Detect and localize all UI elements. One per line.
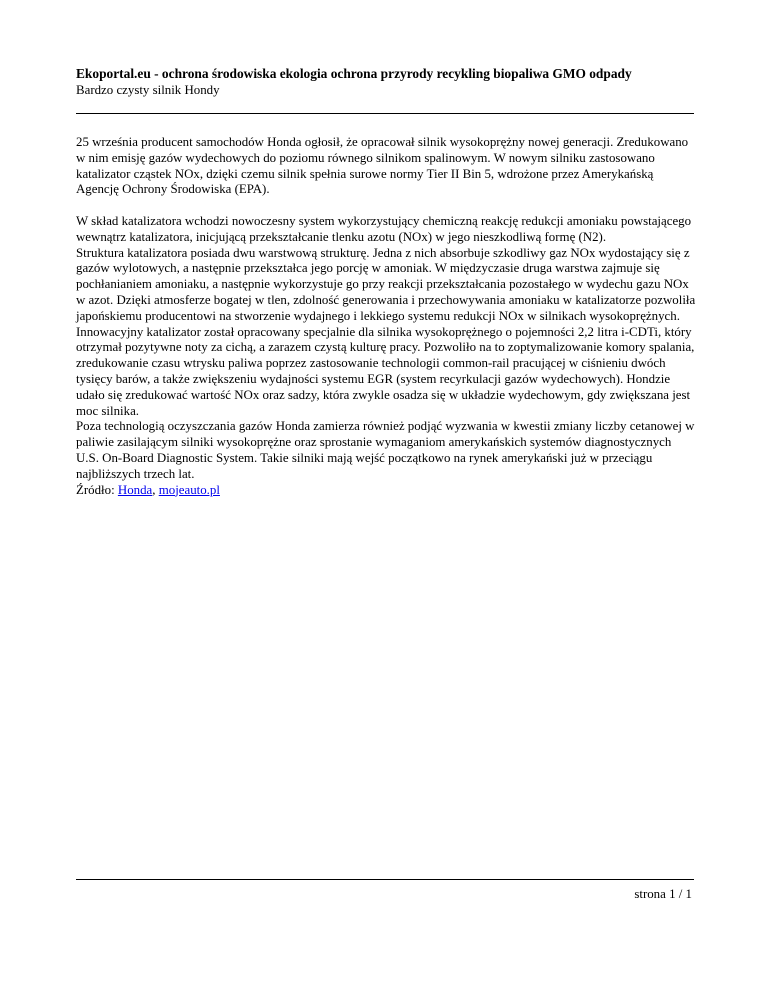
header-divider	[76, 113, 694, 114]
article-paragraph: W skład katalizatora wchodzi nowoczesny system wykorzystujący chemiczną reakcję redukcji amoniaku powstającego wewnątrz katalizatora, inicjującą przekształcanie tlenku azotu (NOx) w jego nieszkodliwą formę (N2).	[76, 213, 692, 244]
paragraph-spacer	[76, 198, 696, 214]
article-subtitle: Bardzo czysty silnik Hondy	[76, 83, 220, 97]
source-separator: ,	[152, 482, 159, 497]
page-number: strona 1 / 1	[634, 887, 692, 901]
source-link-honda[interactable]: Honda	[117, 482, 153, 497]
source-line	[76, 483, 696, 499]
article-paragraph: Poza technologią oczyszczania gazów Honda zamierza również podjąć wyzwania w kwestii zmiany liczby cetanowej w paliwie zasilającym silniki wysokoprężne oraz sprostanie wymaganiom amerykańskich systemów diagnostycznych U.S. On-Board Diagnostic System. Takie silniki mają wejść początkowo na rynek amerykański już w przeciągu najbliższych trzech lat.	[76, 419, 695, 481]
source-label: Źródło:	[76, 482, 118, 497]
page-header	[76, 66, 694, 98]
article-paragraph: 25 września producent samochodów Honda ogłosił, że opracował silnik wysokoprężny nowej generacji. Zredukowano w nim emisję gazów wydechowych do poziomu równego silnikom spalinowym. W nowym silniku zastosowano katalizator cząstek NOx, dzięki czemu silnik spełnia surowe normy Tier II Bin 5, wdrożone przez Amerykańską Agencję Ochrony Środowiska (EPA).	[76, 135, 689, 197]
source-link-mojeauto[interactable]: mojeauto.pl	[158, 482, 220, 497]
article-paragraph: Innowacyjny katalizator został opracowany specjalnie dla silnika wysokoprężnego o pojemności 2,2 litra i-CDTi, który otrzymał pozytywne noty za cichą, a zarazem czystą kulturę pracy. Pozwoliło na to zoptymalizowanie komory spalania, zredukowanie czasu wtrysku paliwa poprzez zastosowanie technologii common-rail pracującej w ciśnieniu dwóch tysięcy barów, a także zwiększeniu wydajności systemu EGR (system recyrkulacji gazów wydechowych). Hondzie udało się zredukować wartość NOx oraz sadzy, która zwykle osadza się w układzie wydechowym, gdy zwiększana jest moc silnika.	[76, 324, 695, 418]
footer-divider	[76, 879, 694, 880]
site-title: Ekoportal.eu - ochrona środowiska ekologia ochrona przyrody recykling biopaliwa GMO odpady	[76, 66, 632, 81]
article-paragraph: Struktura katalizatora posiada dwu warstwową strukturę. Jedna z nich absorbuje szkodliwy gaz NOx wydostający się z gazów wylotowych, a następnie przekształca jego porcję w amoniak. W międzyczasie druga warstwa zajmuje się pochłanianiem amoniaku, a następnie wykorzystuje go przy reakcji przekształcania pozostałego w wydechu gazu NOx w azot. Dzięki atmosferze bogatej w tlen, zdolność generowania i przechowywania amoniaku w katalizatorze pozwoliła japońskiemu producentowi na stworzenie wydajnego i lekkiego systemu redukcji NOx w silnikach wysokoprężnych.	[76, 245, 696, 323]
article-body	[76, 135, 696, 498]
